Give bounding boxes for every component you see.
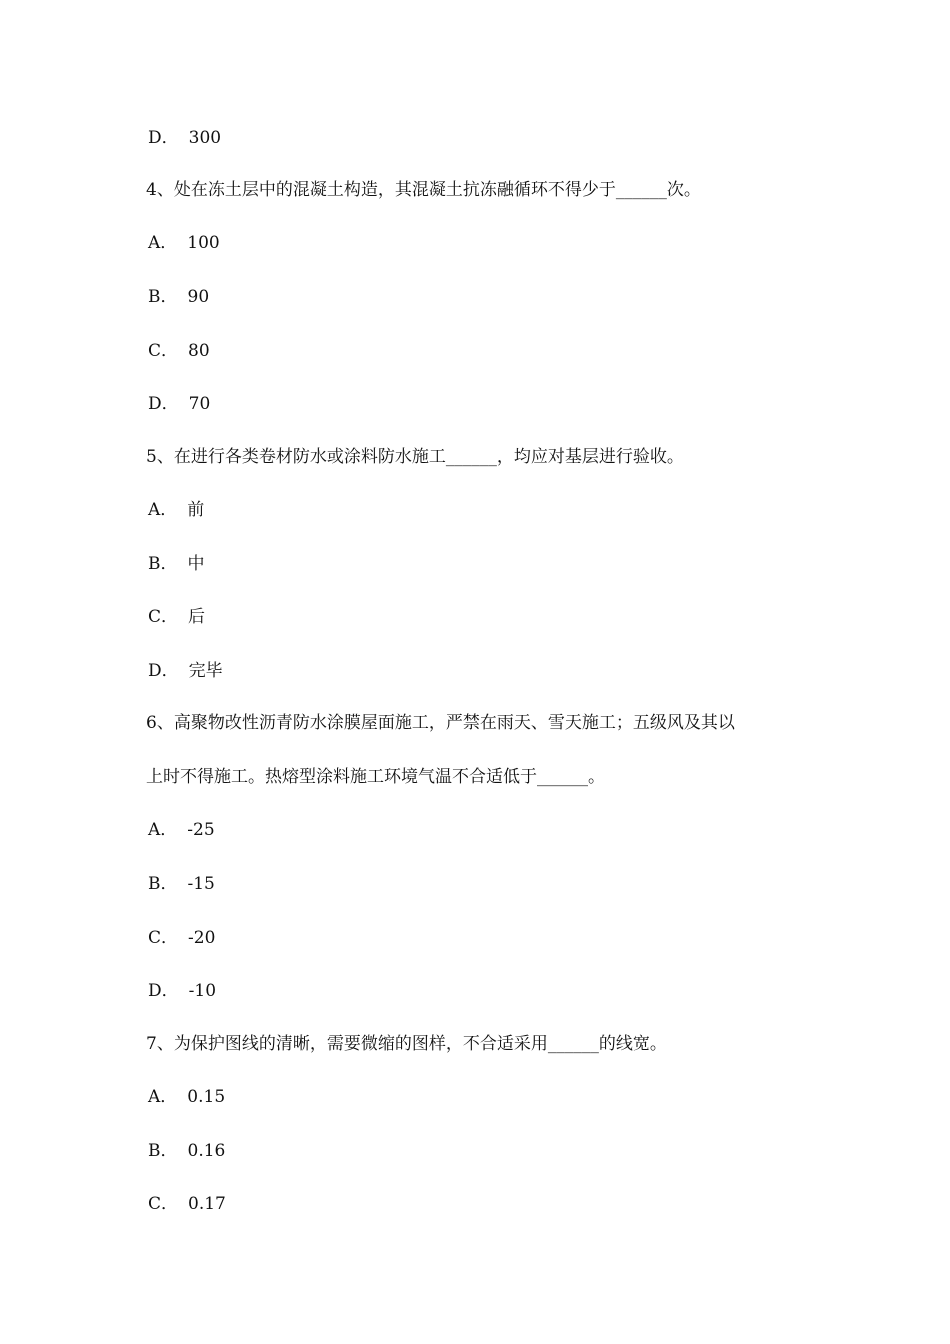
option-line bbox=[148, 979, 216, 1003]
option-line bbox=[148, 926, 215, 950]
option-letter: D． bbox=[148, 981, 179, 1001]
option-letter: B． bbox=[148, 1141, 178, 1161]
option-line bbox=[148, 498, 204, 522]
option-letter: A． bbox=[148, 820, 178, 840]
option-letter: A． bbox=[148, 500, 178, 520]
option-line bbox=[148, 872, 215, 896]
option-text: 70 bbox=[188, 394, 211, 414]
option-text: 300 bbox=[188, 128, 222, 148]
option-line bbox=[148, 339, 210, 363]
option-text: 0.16 bbox=[187, 1141, 226, 1161]
option-letter: D． bbox=[148, 661, 179, 681]
option-text: -20 bbox=[188, 928, 216, 948]
option-text: -15 bbox=[187, 874, 215, 894]
question-line: 6、高聚物改性沥青防水涂膜屋面施工，严禁在雨天、雪天施工；五级风及其以 bbox=[146, 713, 735, 733]
option-text: 90 bbox=[187, 287, 210, 307]
option-letter: B． bbox=[148, 874, 178, 894]
question-line: 上时不得施工。热熔型涂料施工环境气温不合适低于______。 bbox=[146, 767, 605, 787]
option-letter: C． bbox=[148, 1194, 179, 1214]
option-letter: B． bbox=[148, 287, 178, 307]
question-line: 7、为保护图线的清晰，需要微缩的图样，不合适采用______的线宽。 bbox=[146, 1034, 667, 1054]
option-line bbox=[148, 126, 221, 150]
option-letter: C． bbox=[148, 607, 179, 627]
option-letter: C． bbox=[148, 341, 179, 361]
option-text: -25 bbox=[187, 820, 215, 840]
option-text: 80 bbox=[188, 341, 210, 361]
option-letter: D． bbox=[148, 128, 179, 148]
option-text: 后 bbox=[188, 607, 206, 627]
option-line bbox=[148, 818, 215, 842]
option-line bbox=[148, 1192, 226, 1216]
option-letter: D． bbox=[148, 394, 179, 414]
option-text: 0.17 bbox=[188, 1194, 226, 1214]
option-text: -10 bbox=[188, 981, 217, 1001]
option-letter: B． bbox=[148, 554, 178, 574]
option-line bbox=[148, 231, 220, 255]
option-text: 完毕 bbox=[188, 661, 223, 681]
option-letter: A． bbox=[148, 1087, 178, 1107]
option-line bbox=[148, 1139, 225, 1163]
option-line bbox=[148, 605, 205, 629]
option-line bbox=[148, 552, 205, 576]
question-line: 5、在进行各类卷材防水或涂料防水施工______，均应对基层进行验收。 bbox=[146, 447, 684, 467]
question-line: 4、处在冻土层中的混凝土构造，其混凝土抗冻融循环不得少于______次。 bbox=[146, 180, 701, 200]
option-letter: A． bbox=[148, 233, 178, 253]
option-line bbox=[148, 392, 210, 416]
option-line bbox=[148, 1085, 225, 1109]
option-line bbox=[148, 285, 209, 309]
option-text: 中 bbox=[187, 554, 205, 574]
option-text: 0.15 bbox=[187, 1087, 226, 1107]
option-text: 100 bbox=[187, 233, 220, 253]
option-letter: C． bbox=[148, 928, 179, 948]
option-line bbox=[148, 659, 223, 683]
option-text: 前 bbox=[187, 500, 205, 520]
